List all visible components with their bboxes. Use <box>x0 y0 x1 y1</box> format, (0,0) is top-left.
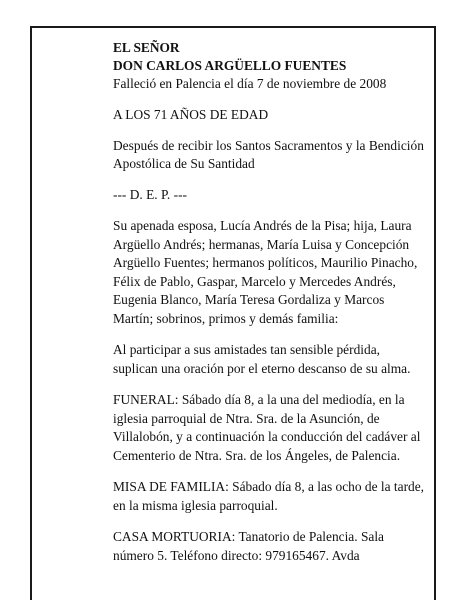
request-paragraph: Al participar a sus amistades tan sensible pérdida, suplican una oración por el eterno descanso de su alma. <box>113 342 411 376</box>
funeral-paragraph: FUNERAL: Sábado día 8, a la una del mediodía, en la iglesia parroquial de Ntra. Sra. de la Asunción, de Villalobón, y a continuación la conducción del cadáver al Cementerio de Ntra. Sra. de los Ángeles, de Palencia. <box>113 392 421 463</box>
obituary-notice <box>113 39 425 565</box>
family-mass-paragraph: MISA DE FAMILIA: Sábado día 8, a las ocho de la tarde, en la misma iglesia parroquial. <box>113 479 425 513</box>
family-paragraph: Su apenada esposa, Lucía Andrés de la Pisa; hija, Laura Argüello Andrés; hermanas, María Luisa y Concepción Argüello Fuentes; hermanos políticos, Maurilio Pinacho, Félix de Pablo, Gaspar, Marcelo y Mercedes Andrés, Eugenia Blanco, María Teresa Gordaliza y Marcos Martín; sobrinos, primos y demás familia: <box>113 218 418 326</box>
rip-line: --- D. E. P. --- <box>113 187 188 202</box>
sacraments-paragraph: Después de recibir los Santos Sacramentos y la Bendición Apostólica de Su Santidad <box>113 138 424 171</box>
age-line: A LOS 71 AÑOS DE EDAD <box>113 107 269 122</box>
death-date-line: Falleció en Palencia el día 7 de noviembre de 2008 <box>113 76 387 91</box>
funeral-home-paragraph: CASA MORTUORIA: Tanatorio de Palencia. Sala número 5. Teléfono directo: 979165467. Avda <box>113 529 384 563</box>
deceased-name: DON CARLOS ARGÜELLO FUENTES <box>113 58 347 73</box>
title-line-1: EL SEÑOR <box>113 40 180 55</box>
